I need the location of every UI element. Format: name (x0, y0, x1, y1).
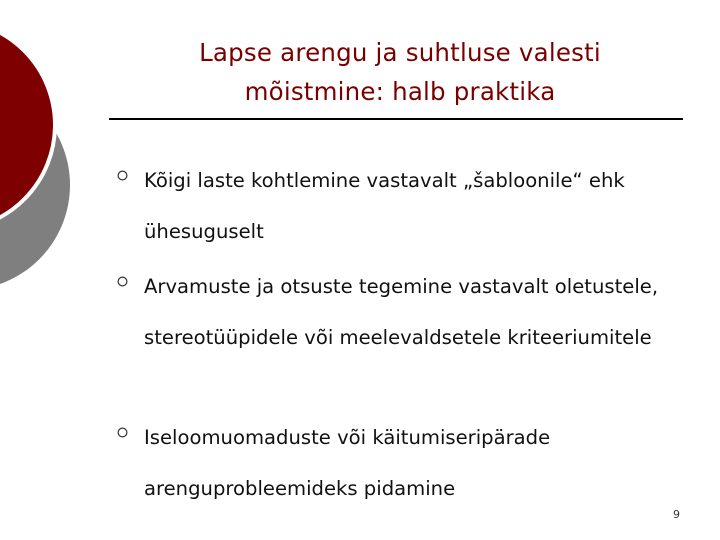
page-number: 9 (673, 508, 680, 521)
bullet-text: Iseloomuomaduste või käitumiseripärade arenguprobleemideks pidamine (144, 426, 551, 500)
hollow-circle-icon (117, 170, 128, 181)
slide-title (110, 33, 690, 111)
bullet-text: Kõigi laste kohtlemine vastavalt „šabloonile“ ehk ühesuguselt (144, 169, 625, 243)
bullet-text: Arvamuste ja otsuste tegemine vastavalt oletustele, stereotüüpidele või meelevaldsetele kriteeriumitele (144, 275, 659, 349)
hollow-circle-icon (117, 427, 128, 438)
title-divider (109, 118, 683, 120)
slide-title-line: mõistmine: halb praktika (244, 77, 556, 106)
slide-title-line: Lapse arengu ja suhtluse valesti (199, 38, 601, 67)
hollow-circle-icon (117, 276, 128, 287)
